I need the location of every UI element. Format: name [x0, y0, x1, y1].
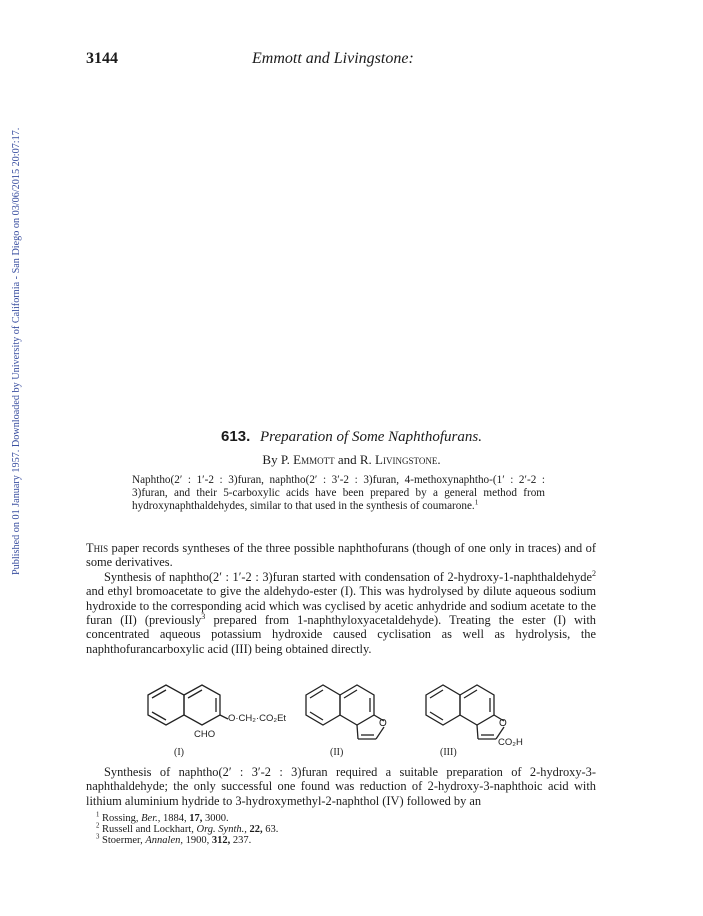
article-authors: [0, 452, 703, 468]
footnote-1: [96, 813, 496, 824]
footnote-3: [96, 835, 496, 846]
footnote-2: [96, 824, 496, 835]
intro-text: paper records syntheses of the three possible naphthofurans (though of one only in traces) and of some derivatives.: [86, 541, 596, 570]
article-title: Preparation of Some Naphthofurans.: [260, 429, 482, 445]
body-text-top: [86, 541, 596, 656]
footnote-2-num: 2: [96, 822, 100, 830]
and-label: and: [337, 452, 357, 467]
footnote-3-author: Stoermer,: [102, 835, 143, 846]
structure-iii-label: (III): [440, 747, 457, 758]
synthesis-1-text-a: Synthesis of naphtho(2′ : 1′-2 : 3)furan started with condensation of 2-hydroxy-1-naphthaldehyde: [104, 569, 592, 584]
paragraph-synthesis-1: [86, 570, 596, 656]
author1-initial: P.: [280, 452, 290, 467]
footnote-2-volume: 22,: [249, 824, 263, 835]
structure-ii: [306, 685, 387, 758]
footnote-1-page: 3000.: [205, 813, 229, 824]
structure-iii-substituent: CO₂H: [498, 737, 523, 748]
structure-iii: [426, 685, 523, 758]
author2-initial: R.: [359, 452, 372, 467]
abstract-ref: 1: [474, 498, 479, 507]
footnote-1-year: 1884,: [163, 813, 187, 824]
abstract-text: Naphtho(2′ : 1′-2 : 3)furan, naphtho(2′ : 3′-2 : 3)furan, 4-methoxynaphtho-(1′ : 2′-2 : 3)furan, and their 5-carboxylic acids have been prepared by a general method from hydroxynaphthaldehydes, similar to that used in the synthesis of coumarone.: [132, 474, 545, 513]
paragraph-intro: [86, 541, 596, 570]
structure-i-substituent-1: O·CH₂·CO₂Et: [228, 713, 287, 724]
footnotes: [96, 813, 496, 846]
footnote-2-journal: Org. Synth.,: [196, 824, 247, 835]
ref-3: 3: [201, 611, 206, 621]
synthesis-1-text-b: and ethyl bromoacetate to give the aldehydo-ester (I). This was hydrolysed by dilute aqueous sodium hydroxide to the corresponding acid which was cyclised by acetic anhydride and sodium acetate to the furan (II) (previously: [86, 584, 596, 628]
footnote-3-journal: Annalen,: [145, 835, 183, 846]
structure-iii-oxygen: O: [499, 718, 507, 729]
intro-smallcaps: This: [86, 541, 109, 555]
synthesis-1-text-c: prepared from 1-naphthyloxyacetaldehyde). Treating the ester (I) with concentrated aqueous potassium hydroxide caused cyclisation as well as hydrolysis, the naphthofurancarboxylic acid (III) being obtained directly.: [86, 613, 596, 656]
author1-surname: Emmott: [293, 452, 335, 467]
structure-i-label: (I): [174, 747, 184, 758]
footnote-3-page: 237.: [232, 835, 252, 846]
structure-i-substituent-2: CHO: [194, 729, 216, 740]
structure-i: [148, 685, 286, 758]
paragraph-synthesis-2: Synthesis of naphtho(2′ : 3′-2 : 3)furan required a suitable preparation of 2-hydroxy-3-naphthaldehyde; the only successful one found was reduction of 2-hydroxy-3-naphthoic acid with lithium aluminium hydride to 3-hydroxymethyl-2-naphthol (IV) followed by an: [86, 765, 596, 808]
author2-surname: Livingstone.: [375, 452, 441, 467]
footnote-1-journal: Ber.,: [141, 813, 161, 824]
body-text-bottom: [86, 765, 596, 808]
structures-svg: [130, 677, 550, 777]
article-number: 613.: [221, 428, 251, 445]
footnote-2-page: 63.: [265, 824, 279, 835]
footnote-1-author: Rossing,: [102, 813, 139, 824]
ref-2: 2: [591, 568, 596, 578]
article-title-line: [0, 428, 703, 446]
footnote-3-num: 3: [96, 833, 100, 841]
footnote-3-year: 1900,: [185, 835, 210, 846]
abstract: [132, 474, 545, 514]
structure-ii-label: (II): [330, 747, 344, 758]
footnote-1-volume: 17,: [189, 813, 203, 824]
running-head: Emmott and Livingstone:: [252, 50, 414, 67]
page-number: 3144: [86, 50, 118, 67]
footnote-2-author: Russell and Lockhart,: [102, 824, 194, 835]
footnote-3-volume: 312,: [211, 835, 231, 846]
publication-side-note: Published on 01 January 1957. Downloaded by University of California - San Diego on 03/06/2015 20:07:17.: [11, 127, 22, 575]
structure-ii-oxygen: O: [379, 718, 387, 729]
by-label: By: [262, 452, 278, 467]
footnote-1-num: 1: [96, 811, 100, 819]
